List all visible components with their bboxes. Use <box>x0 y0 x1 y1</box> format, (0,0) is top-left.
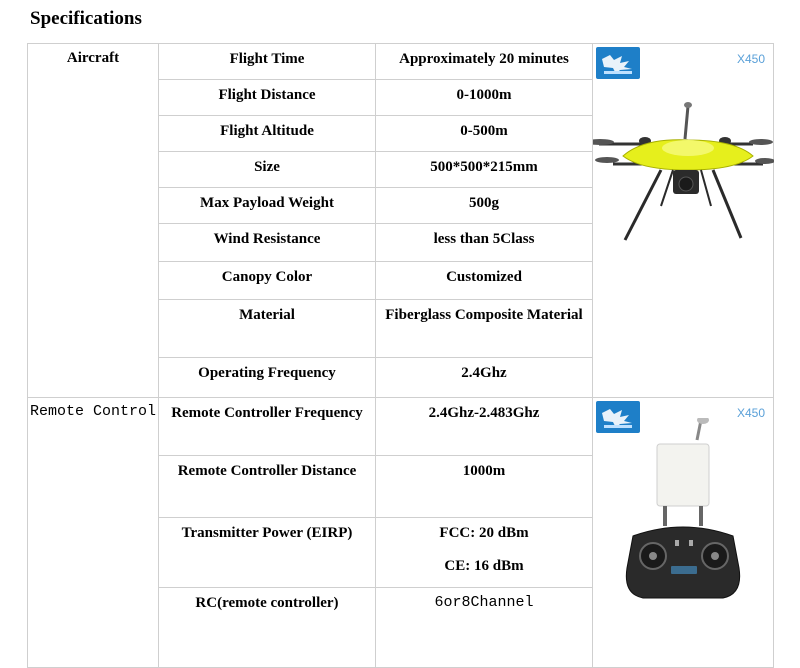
spec-value: 6or8Channel <box>376 588 593 668</box>
spec-value: 0-500m <box>376 116 593 152</box>
spec-label: Canopy Color <box>159 262 376 300</box>
section-label-remote-control <box>28 398 159 668</box>
page-heading: Specifications <box>30 8 142 29</box>
spec-label: Flight Time <box>159 44 376 80</box>
spec-value-line: CE: 16 dBm <box>444 558 524 574</box>
spec-label: Remote Controller Distance <box>159 456 376 518</box>
hexacopter-drone-image <box>593 84 774 284</box>
spec-label: Max Payload Weight <box>159 188 376 224</box>
spec-value-line: FCC: 20 dBm <box>439 525 529 541</box>
specifications-table <box>27 43 774 668</box>
spec-value: 1000m <box>376 456 593 518</box>
spec-label: Flight Altitude <box>159 116 376 152</box>
spec-label: Remote Controller Frequency <box>159 398 376 456</box>
table-row <box>28 398 774 456</box>
spec-value: 0-1000m <box>376 80 593 116</box>
spec-value: Fiberglass Composite Material <box>376 300 593 358</box>
spec-label: Material <box>159 300 376 358</box>
spec-label: Transmitter Power (EIRP) <box>159 518 376 588</box>
model-tag: X450 <box>736 52 765 66</box>
spec-value: Customized <box>376 262 593 300</box>
model-tag: X450 <box>736 406 765 420</box>
spec-label: Wind Resistance <box>159 224 376 262</box>
spec-label: RC(remote controller) <box>159 588 376 668</box>
spec-value: 500*500*215mm <box>376 152 593 188</box>
spec-value: 2.4Ghz <box>376 358 593 398</box>
spec-label: Operating Frequency <box>159 358 376 398</box>
spec-value: 500g <box>376 188 593 224</box>
spec-value <box>376 518 593 588</box>
spec-value: 2.4Ghz-2.483Ghz <box>376 398 593 456</box>
remote-control-image-cell <box>593 398 774 668</box>
x-star-logo-icon <box>596 47 640 79</box>
table-row <box>28 44 774 80</box>
remote-controller-image <box>593 418 774 648</box>
aircraft-image-cell <box>593 44 774 398</box>
spec-label: Flight Distance <box>159 80 376 116</box>
section-label-line: Remote Control <box>29 403 157 420</box>
section-label-aircraft: Aircraft <box>28 44 159 398</box>
spec-label: Size <box>159 152 376 188</box>
spec-value: Approximately 20 minutes <box>376 44 593 80</box>
spec-value: less than 5Class <box>376 224 593 262</box>
